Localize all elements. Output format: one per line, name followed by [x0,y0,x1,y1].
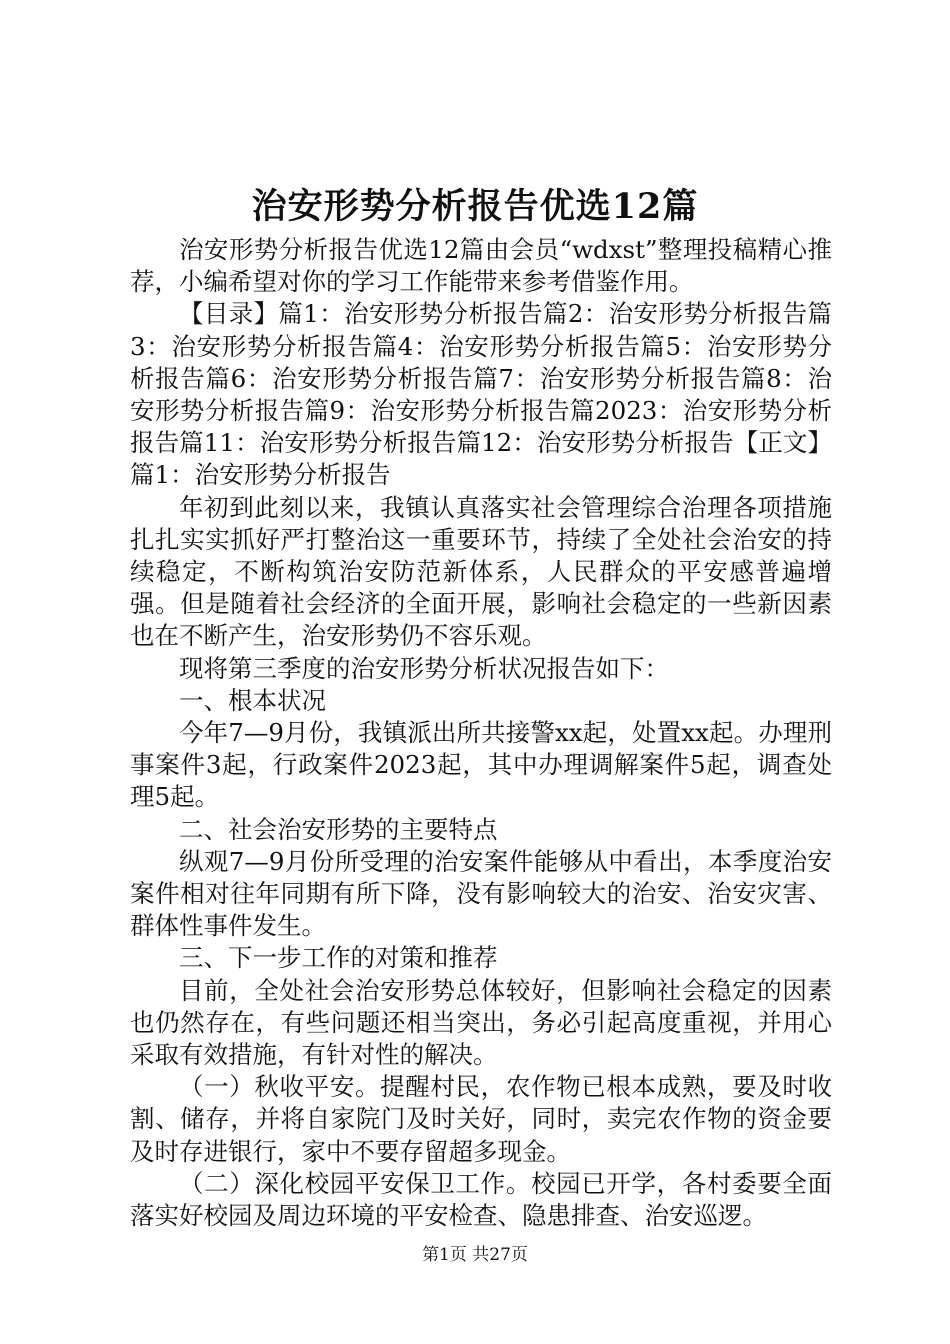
document-body [130,234,832,1232]
body-paragraph: （一）秋收平安。提醒村民，农作物已根本成熟，要及时收割、储存，并将自家院门及时关好，同时，卖完农作物的资金要及时存进银行，家中不要存留超多现金。 [130,1072,832,1166]
body-paragraph: 纵观7—9月份所受理的治安案件能够从中看出，本季度治安案件相对往年同期有所下降，没有影响较大的治安、治安灾害、群体性事件发生。 [130,846,832,941]
body-paragraph: 现将第三季度的治安形势分析状况报告如下： [179,653,669,683]
body-paragraph: 年初到此刻以来，我镇认真落实社会管理综合治理各项措施扎扎实实抓好严打整治这一重要环节，持续了全处社会治安的持续稳定，不断构筑治安防范新体系，人民群众的平安感普遍增强。但是随着社会经济的全面开展，影响社会稳定的一些新因素也在不断产生，治安形势仍不容乐观。 [130,492,832,651]
document-title: 治安形势分析报告优选12篇 [251,186,699,227]
table-of-contents: 【目录】篇1：治安形势分析报告篇2：治安形势分析报告篇3：治安形势分析报告篇4：治安形势分析报告篇5：治安形势分析报告篇6：治安形势分析报告篇7：治安形势分析报告篇8：治安形势分析报告篇9：治安形势分析报告篇2023：治安形势分析报告篇11：治安形势分析报告篇12：治安形势分析报告【正文】篇1：治安形势分析报告 [130,299,832,490]
section-heading: 二、社会治安形势的主要特点 [179,814,498,844]
section-heading: 一、根本状况 [179,685,326,715]
body-paragraph: 今年7—9月份，我镇派出所共接警xx起，处置xx起。办理刑事案件3起，行政案件2023起，其中办理调解案件5起，调查处理5起。 [130,718,832,812]
section-heading: 三、下一步工作的对策和推荐 [179,943,498,973]
page-footer: 第1页 共27页 [422,1245,528,1265]
body-paragraph: 目前，全处社会治安形势总体较好，但影响社会稳定的因素也仍然存在，有些问题还相当突出，务必引起高度重视，并用心采取有效措施，有针对性的解决。 [130,975,832,1070]
body-paragraph: （二）深化校园平安保卫工作。校园已开学，各村委要全面落实好校园及周边环境的平安检查、隐患排查、治安巡逻。 [130,1168,832,1231]
intro-paragraph: 治安形势分析报告优选12篇由会员“wdxst”整理投稿精心推荐，小编希望对你的学习工作能带来参考借鉴作用。 [130,235,832,297]
